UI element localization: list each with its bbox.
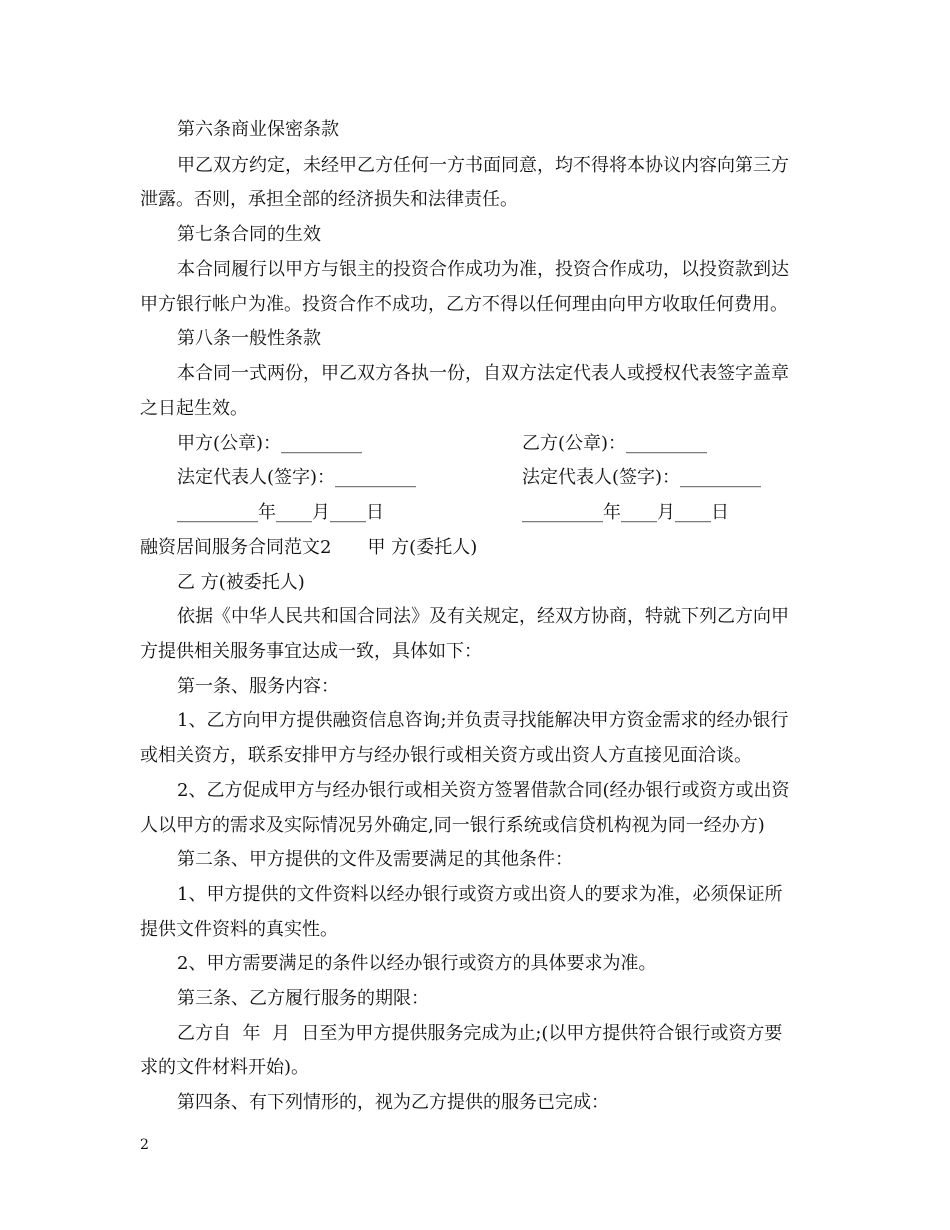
- article-8-heading: 第八条一般性条款: [177, 328, 321, 349]
- party-b-signature-field: 法定代表人(签字)：_________: [522, 467, 762, 488]
- paragraph-line: 乙方自 年 月 日至为甲方提供服务完成为止;(以甲方提供符合银行或资方要: [177, 1023, 783, 1044]
- paragraph-line: 2、甲方需要满足的条件以经办银行或资方的具体要求为准。: [177, 953, 657, 974]
- article-2-heading: 第二条、甲方提供的文件及需要满足的其他条件：: [177, 849, 573, 870]
- article-7-heading: 第七条合同的生效: [177, 224, 321, 245]
- page-number: 2: [140, 1137, 149, 1153]
- paragraph-line: 求的文件材料开始)。: [140, 1057, 310, 1078]
- article-6-heading: 第六条商业保密条款: [177, 119, 339, 140]
- paragraph-line: 本合同一式两份，甲乙双方各执一份，自双方法定代表人或授权代表签字盖章: [177, 363, 789, 384]
- paragraph-line: 甲乙双方约定，未经甲乙方任何一方书面同意，均不得将本协议内容向第三方: [177, 155, 789, 176]
- paragraph-line: 甲方银行帐户为准。投资合作不成功，乙方不得以任何理由向甲方收取任何费用。: [140, 294, 788, 315]
- paragraph-line: 本合同履行以甲方与银主的投资合作成功为准，投资合作成功，以投资款到达: [177, 259, 789, 280]
- party-a-seal-field: 甲方(公章)：_________: [177, 433, 363, 454]
- section-title-line: 融资居间服务合同范文2 甲 方(委托人): [140, 537, 478, 558]
- paragraph-line: 2、乙方促成甲方与经办银行或相关资方签署借款合同(经办银行或资方或出资: [177, 780, 790, 801]
- party-b-date-field: _________年____月____日: [522, 502, 729, 523]
- party-b-label: 乙 方(被委托人): [177, 572, 305, 593]
- paragraph-line: 或相关资方，联系安排甲方与经办银行或相关资方或出资人方直接见面洽谈。: [140, 745, 752, 766]
- paragraph-line: 依据《中华人民共和国合同法》及有关规定，经双方协商，特就下列乙方向甲: [177, 606, 789, 627]
- party-b-seal-field: 乙方(公章)：_________: [522, 433, 708, 454]
- article-4-heading: 第四条、有下列情形的，视为乙方提供的服务已完成：: [177, 1092, 609, 1113]
- party-a-signature-field: 法定代表人(签字)：_________: [177, 467, 417, 488]
- paragraph-line: 提供文件资料的真实性。: [140, 919, 338, 940]
- paragraph-line: 1、乙方向甲方提供融资信息咨询;并负责寻找能解决甲方资金需求的经办银行: [177, 710, 789, 731]
- article-3-heading: 第三条、乙方履行服务的期限：: [177, 988, 429, 1009]
- paragraph-line: 方提供相关服务事宜达成一致，具体如下：: [140, 641, 482, 662]
- article-1-heading: 第一条、服务内容：: [177, 676, 339, 697]
- paragraph-line: 1、甲方提供的文件资料以经办银行或资方或出资人的要求为准，必须保证所: [177, 884, 783, 905]
- paragraph-line: 人以甲方的需求及实际情况另外确定,同一银行系统或信贷机构视为同一经办方): [140, 815, 765, 836]
- paragraph-line: 泄露。否则，承担全部的经济损失和法律责任。: [140, 189, 518, 210]
- paragraph-line: 之日起生效。: [140, 398, 248, 419]
- party-a-date-field: _________年____月____日: [177, 502, 384, 523]
